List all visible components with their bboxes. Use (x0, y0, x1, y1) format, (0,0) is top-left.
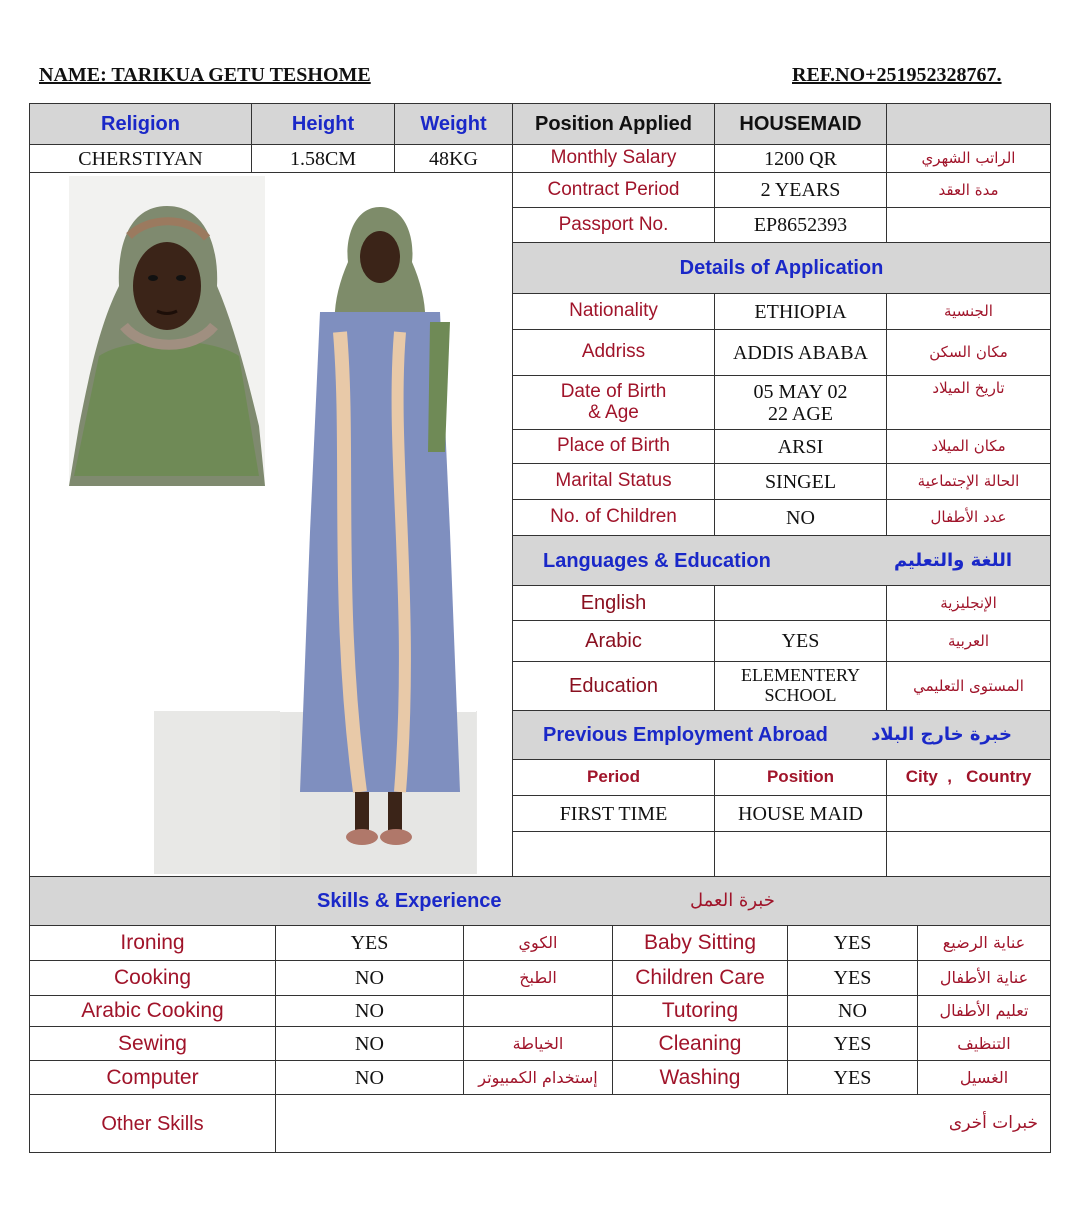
marital-status-value: SINGEL (714, 463, 887, 500)
employment-position-value: HOUSE MAID (714, 795, 887, 832)
skill-label: Cooking (29, 960, 276, 996)
education-value-line1: ELEMENTERY (741, 665, 860, 686)
employment-col-period: Period (512, 759, 715, 796)
position-applied-value: HOUSEMAID (714, 103, 887, 145)
photo-area (29, 172, 513, 876)
skills-section-title-arabic: خبرة العمل (690, 890, 775, 912)
height-value: 1.58CM (251, 144, 395, 173)
skill-label: Cleaning (612, 1026, 788, 1061)
employment-section-header (512, 710, 1051, 760)
position-applied-label: Position Applied (512, 103, 715, 145)
passport-blank-cell (886, 207, 1051, 243)
skill-arabic: التنظيف (917, 1026, 1051, 1061)
weight-value: 48KG (394, 144, 513, 173)
skill-value: NO (787, 995, 918, 1027)
skill-value: NO (275, 1026, 464, 1061)
employment-city-value (886, 795, 1051, 832)
address-arabic: مكان السكن (886, 329, 1051, 376)
employment-col-position: Position (714, 759, 887, 796)
place-of-birth-arabic: مكان الميلاد (886, 429, 1051, 464)
religion-label: Religion (29, 103, 252, 145)
languages-section-title-arabic: اللغة والتعليم (893, 549, 1012, 571)
passport-label: Passport No. (512, 207, 715, 243)
skill-arabic: الخياطة (463, 1026, 613, 1061)
dob-arabic: تاريخ الميلاد (886, 375, 1051, 430)
religion-value: CHERSTIYAN (29, 144, 252, 173)
skills-section-title: Skills & Experience (317, 890, 502, 912)
skill-value: NO (275, 995, 464, 1027)
address-value: ADDIS ABABA (714, 329, 887, 376)
skill-value: NO (275, 960, 464, 996)
arabic-label: Arabic (512, 620, 715, 662)
passport-value: EP8652393 (714, 207, 887, 243)
employment-section-title-arabic: خبرة خارج البلاد (871, 724, 1012, 746)
nationality-label: Nationality (512, 293, 715, 330)
english-value (714, 585, 887, 621)
languages-section-header (512, 535, 1051, 586)
employment-empty-cell (886, 831, 1051, 877)
marital-status-label: Marital Status (512, 463, 715, 500)
skill-value: YES (787, 1026, 918, 1061)
skill-label: Arabic Cooking (29, 995, 276, 1027)
skill-arabic: الطبخ (463, 960, 613, 996)
contract-period-label: Contract Period (512, 172, 715, 208)
children-value: NO (714, 499, 887, 536)
dob-value-line1: 05 MAY 02 (753, 380, 848, 403)
position-blank-cell (886, 103, 1051, 145)
education-value-line2: SCHOOL (764, 685, 837, 705)
skill-arabic: الغسيل (917, 1060, 1051, 1095)
employment-col-city-country: City , Country (886, 759, 1051, 796)
skill-label: Children Care (612, 960, 788, 996)
weight-label: Weight (394, 103, 513, 145)
portrait-photo (69, 176, 265, 486)
skill-label: Baby Sitting (612, 925, 788, 961)
skill-arabic: تعليم الأطفال (917, 995, 1051, 1027)
place-of-birth-value: ARSI (714, 429, 887, 464)
employment-period-value: FIRST TIME (512, 795, 715, 832)
address-label: Addriss (512, 329, 715, 376)
monthly-salary-arabic: الراتب الشهري (886, 144, 1051, 173)
reference-number: REF.NO+251952328767. (792, 64, 1002, 86)
dob-value (714, 375, 887, 430)
other-skills-label: Other Skills (29, 1094, 276, 1153)
employment-empty-cell (714, 831, 887, 877)
education-value (714, 661, 887, 711)
skill-value: YES (787, 925, 918, 961)
education-arabic: المستوى التعليمي (886, 661, 1051, 711)
children-arabic: عدد الأطفال (886, 499, 1051, 536)
skill-label: Ironing (29, 925, 276, 961)
skills-section-header (29, 876, 1051, 926)
dob-label-line2: & Age (588, 401, 639, 423)
contract-period-value: 2 YEARS (714, 172, 887, 208)
nationality-value: ETHIOPIA (714, 293, 887, 330)
nationality-arabic: الجنسية (886, 293, 1051, 330)
height-label: Height (251, 103, 395, 145)
skill-value: NO (275, 1060, 464, 1095)
skill-value: YES (787, 960, 918, 996)
employment-section-title: Previous Employment Abroad (543, 724, 828, 746)
skill-value: YES (787, 1060, 918, 1095)
dob-label (512, 375, 715, 430)
skill-label: Sewing (29, 1026, 276, 1061)
languages-section-title: Languages & Education (543, 549, 771, 572)
skill-label: Computer (29, 1060, 276, 1095)
skill-arabic: إستخدام الكمبيوتر (463, 1060, 613, 1095)
dob-label-line1: Date of Birth (560, 380, 667, 402)
place-of-birth-label: Place of Birth (512, 429, 715, 464)
other-skills-value (275, 1094, 1051, 1153)
marital-status-arabic: الحالة الإجتماعية (886, 463, 1051, 500)
contract-period-arabic: مدة العقد (886, 172, 1051, 208)
skill-arabic: عناية الأطفال (917, 960, 1051, 996)
details-section-title: Details of Application (512, 242, 1051, 294)
education-label: Education (512, 661, 715, 711)
other-skills-arabic: خبرات أخرى (948, 1113, 1038, 1134)
skill-label: Tutoring (612, 995, 788, 1027)
monthly-salary-value: 1200 QR (714, 144, 887, 173)
skill-label: Washing (612, 1060, 788, 1095)
arabic-arabic: العربية (886, 620, 1051, 662)
full-body-photo (280, 202, 476, 874)
candidate-name: NAME: TARIKUA GETU TESHOME (39, 64, 371, 86)
skill-arabic (463, 995, 613, 1027)
skill-arabic: الكوي (463, 925, 613, 961)
monthly-salary-label: Monthly Salary (512, 144, 715, 173)
english-label: English (512, 585, 715, 621)
skill-value: YES (275, 925, 464, 961)
arabic-value: YES (714, 620, 887, 662)
english-arabic: الإنجليزية (886, 585, 1051, 621)
employment-empty-cell (512, 831, 715, 877)
children-label: No. of Children (512, 499, 715, 536)
skill-arabic: عناية الرضيع (917, 925, 1051, 961)
dob-value-line2: 22 AGE (768, 402, 833, 425)
